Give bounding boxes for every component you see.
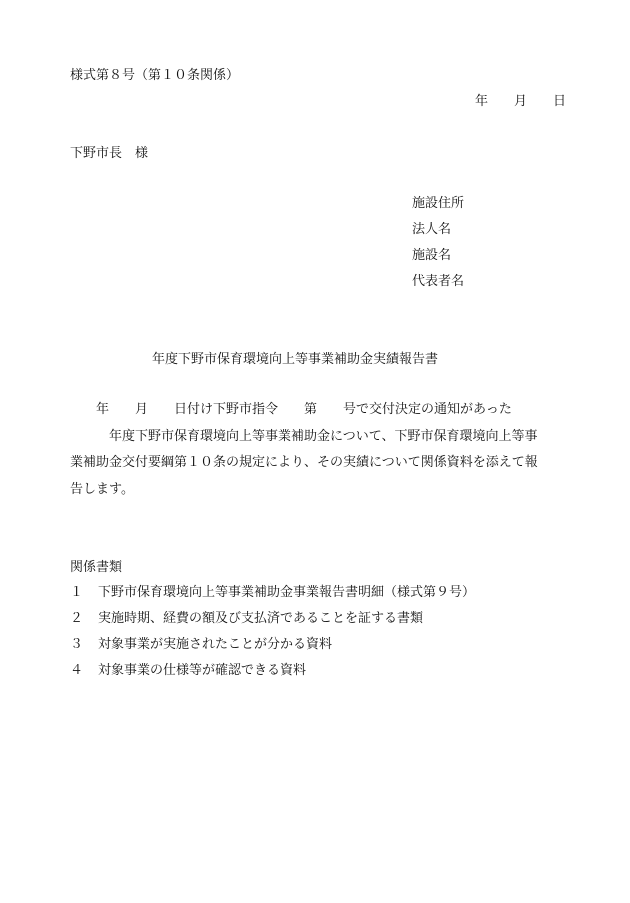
form-number: 様式第８号（第１０条関係）: [70, 68, 240, 83]
list-item-number: ２: [70, 611, 84, 626]
related-documents-list: [70, 585, 475, 689]
sender-field-facility-name: 施設名: [412, 248, 452, 263]
sender-field-representative-name: 代表者名: [412, 274, 465, 289]
list-item-number: ３: [70, 637, 84, 652]
addressee: 下野市長 様: [70, 146, 149, 161]
document-title: 年度下野市保育環境向上等事業補助金実績報告書: [152, 352, 439, 367]
list-item-text: 実施時期、経費の額及び支払済であることを証する書類: [98, 611, 424, 626]
sender-field-facility-address: 施設住所: [412, 196, 465, 211]
date-line: 年 月 日: [474, 94, 566, 109]
body-text: [70, 402, 570, 508]
list-item: [70, 585, 475, 611]
sender-fields: [412, 196, 464, 300]
related-documents-heading: 関係書類: [70, 560, 123, 575]
list-item-number: １: [70, 585, 84, 600]
list-item: [70, 611, 475, 637]
sender-field-corporation-name: 法人名: [412, 222, 452, 237]
body-line: 告します。: [70, 481, 134, 497]
body-line: 年 月 日付け下野市指令 第 号で交付決定の通知があった: [70, 402, 512, 417]
list-item-text: 対象事業の仕様等が確認できる資料: [98, 663, 307, 678]
list-item-text: 対象事業が実施されたことが分かる資料: [98, 637, 333, 652]
list-item: [70, 637, 475, 663]
list-item-text: 下野市保育環境向上等事業補助金事業報告書明細（様式第９号）: [98, 585, 476, 600]
list-item: [70, 663, 475, 689]
list-item-number: ４: [70, 663, 84, 678]
body-line: 年度下野市保育環境向上等事業補助金について、下野市保育環境向上等事: [70, 428, 538, 444]
body-line: 業補助金交付要綱第１０条の規定により、その実績について関係資料を添えて報: [70, 455, 538, 470]
